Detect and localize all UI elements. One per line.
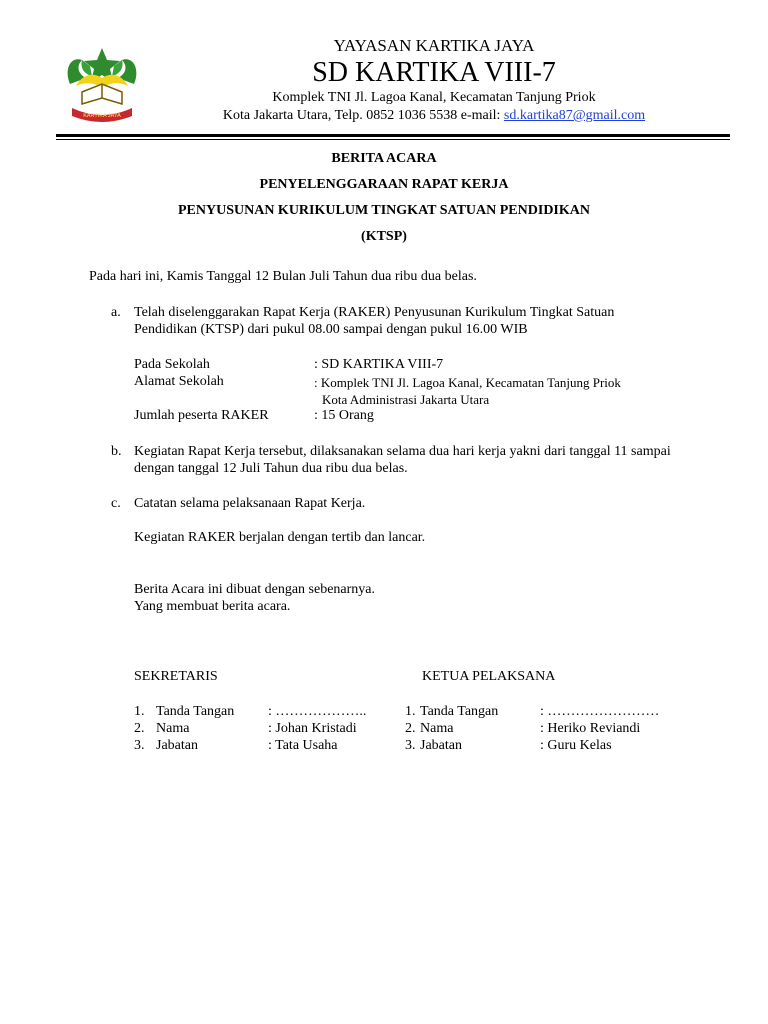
left-row-2-value: : Johan Kristadi	[268, 721, 357, 736]
left-row-1-num: 1.	[134, 704, 145, 719]
address-line-2	[150, 107, 718, 125]
closing-line-2: Yang membuat berita acara.	[134, 599, 291, 614]
item-a-line-2: Pendidikan (KTSP) dari pukul 08.00 sampai dengan pukul 16.00 WIB	[134, 322, 528, 337]
participants-value: : 15 Orang	[314, 408, 374, 423]
intro-paragraph: Pada hari ini, Kamis Tanggal 12 Bulan Juli Tahun dua ribu dua belas.	[89, 269, 477, 284]
item-a-line-1: Telah diselenggarakan Rapat Kerja (RAKER) Penyusunan Kurikulum Tingkat Satuan	[134, 305, 615, 320]
contact-text: Kota Jakarta Utara, Telp. 0852 1036 5538 e-mail:	[222, 108, 504, 123]
doc-title-3: PENYUSUNAN KURIKULUM TINGKAT SATUAN PENDIDIKAN	[177, 203, 590, 218]
header-divider-thin	[56, 139, 730, 140]
doc-title-1: BERITA ACARA	[331, 151, 437, 166]
participants-label: Jumlah peserta RAKER	[134, 408, 269, 423]
logo-text: KARTIKA JAYA	[83, 113, 121, 119]
item-b-line-2: dengan tanggal 12 Juli Tahun dua ribu dua belas.	[134, 461, 408, 476]
address-value-1: : Komplek TNI Jl. Lagoa Kanal, Kecamatan Tanjung Priok	[314, 375, 621, 390]
right-row-2-num: 2.	[405, 721, 416, 736]
right-signer-role: KETUA PELAKSANA	[422, 669, 556, 684]
left-row-2-label: Nama	[156, 721, 190, 736]
school-logo	[62, 44, 142, 126]
header-divider-thick	[56, 134, 730, 137]
left-row-1-label: Tanda Tangan	[156, 704, 235, 719]
item-b-line-1: Kegiatan Rapat Kerja tersebut, dilaksanakan selama dua hari kerja yakni dari tanggal 11 sampai	[134, 444, 671, 459]
item-c-line-1: Catatan selama pelaksanaan Rapat Kerja.	[134, 496, 366, 511]
foundation-name: YAYASAN KARTIKA JAYA	[333, 36, 535, 55]
right-row-2-label: Nama	[420, 721, 454, 736]
doc-title-4: (KTSP)	[361, 229, 407, 244]
right-row-1-num: 1.	[405, 704, 416, 719]
address-line-1: Komplek TNI Jl. Lagoa Kanal, Kecamatan Tanjung Priok	[272, 90, 596, 105]
closing-line-1: Berita Acara ini dibuat dengan sebenarnya.	[134, 582, 376, 597]
left-row-1-value: : ………………..	[268, 704, 367, 719]
school-value: : SD KARTIKA VIII-7	[314, 357, 444, 372]
right-row-3-num: 3.	[405, 738, 416, 753]
right-row-2-value: : Heriko Reviandi	[540, 721, 641, 736]
item-b-marker: b.	[111, 444, 122, 459]
left-row-3-label: Jabatan	[156, 738, 198, 753]
left-row-3-num: 3.	[134, 738, 145, 753]
address-label: Alamat Sekolah	[134, 374, 224, 389]
email-link[interactable]: sd.kartika87@gmail.com	[503, 108, 646, 123]
item-a-marker: a.	[111, 305, 121, 320]
right-row-1-label: Tanda Tangan	[420, 704, 499, 719]
address-value-2: Kota Administrasi Jakarta Utara	[322, 392, 490, 407]
item-c-marker: c.	[111, 496, 121, 511]
right-row-3-label: Jabatan	[420, 738, 462, 753]
doc-title-2: PENYELENGGARAAN RAPAT KERJA	[259, 177, 509, 192]
school-label: Pada Sekolah	[134, 357, 210, 372]
right-row-1-value: : ……………………	[540, 704, 660, 719]
item-c-note: Kegiatan RAKER berjalan dengan tertib dan lancar.	[134, 530, 426, 545]
left-row-3-value: : Tata Usaha	[268, 738, 338, 753]
left-signer-role: SEKRETARIS	[134, 669, 218, 684]
right-row-3-value: : Guru Kelas	[540, 738, 612, 753]
left-row-2-num: 2.	[134, 721, 145, 736]
school-name: SD KARTIKA VIII-7	[312, 57, 556, 88]
letterhead	[150, 36, 718, 125]
